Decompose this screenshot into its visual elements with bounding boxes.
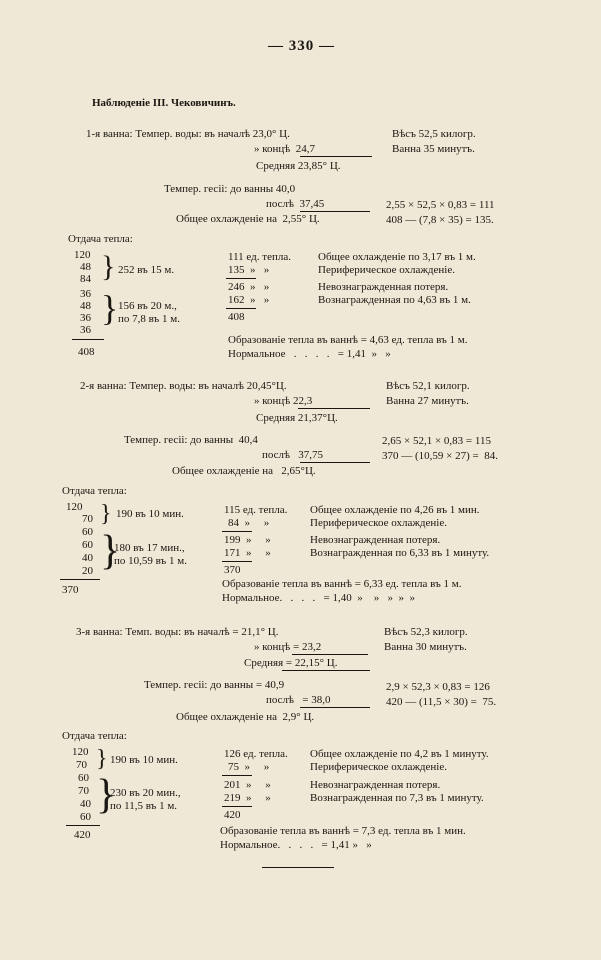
bath-2-calc-2: 370 — (10,59 × 27) = 84.	[382, 450, 498, 462]
bath-3-heat-output-label: Отдача тепла:	[62, 730, 127, 742]
bath-3-row-desc: Невознагражденная потеря.	[310, 779, 441, 791]
bath-1-value: 36	[80, 288, 91, 300]
bath-1-sum: 408	[78, 346, 95, 358]
end-rule	[262, 867, 334, 868]
brace: }	[100, 528, 121, 574]
bath-3-row-value: 126 ед. тепла.	[224, 748, 288, 760]
bath-1-row-value: 246 » »	[228, 281, 270, 293]
rule	[226, 308, 256, 309]
bath-1-row-desc: Невознагражденная потеря.	[318, 281, 449, 293]
bath-2-group-1: 190 въ 10 мин.	[116, 508, 184, 520]
bath-1-row-value: 162 » »	[228, 294, 270, 306]
bath-2-water-temp: 2-я ванна: Темпер. воды: въ началѣ 20,45°Ц.	[80, 380, 287, 392]
bath-3-mean: Средняя = 22,15° Ц.	[244, 657, 338, 669]
rule	[300, 156, 372, 157]
rule	[300, 211, 370, 212]
rule	[222, 561, 252, 562]
bath-3-row-value: 219 » »	[224, 792, 271, 804]
bath-3-row-desc: Общее охлажденіе по 4,2 въ 1 минуту.	[310, 748, 489, 760]
bath-2-row-desc: Невознагражденная потеря.	[310, 534, 441, 546]
bath-2-normal: Нормальное. . . . = 1,40 » » » » »	[222, 592, 416, 604]
bath-3-row-value: 75 » »	[228, 761, 270, 773]
bath-3-row-sum: 420	[224, 809, 241, 821]
brace: }	[96, 772, 117, 818]
bath-1-rectal-temp: Темпер. гесіі: до ванны 40,0	[164, 183, 296, 195]
observation-heading: Наблюденіе III. Чековичинъ.	[92, 97, 236, 109]
rule	[300, 462, 370, 463]
bath-3-value: 70	[78, 785, 89, 797]
bath-3-group-2b: по 11,5 въ 1 м.	[110, 800, 178, 812]
bath-1-water-temp: 1-я ванна: Темпер. воды: въ началѣ 23,0° Ц.	[86, 128, 290, 140]
bath-1-value: 36	[80, 312, 91, 324]
bath-2-total-cooling: Общее охлажденіе на 2,65°Ц.	[172, 465, 316, 477]
rule	[300, 707, 370, 708]
bath-1-row-value: 135 » »	[228, 264, 270, 276]
bath-2-weight: Вѣсъ 52,1 килогр.	[386, 380, 470, 392]
bath-1-row-sum: 408	[228, 311, 245, 323]
bath-1-mean: Средняя 23,85° Ц.	[256, 160, 341, 172]
bath-3-value: 70	[76, 759, 87, 771]
bath-1-rectal-after: послѣ 37,45	[266, 198, 325, 210]
bath-3-water-temp: 3-я ванна: Темп. воды: въ началѣ = 21,1° Ц.	[76, 626, 279, 638]
bath-1-value: 48	[80, 300, 91, 312]
bath-2-duration: Ванна 27 минутъ.	[386, 395, 469, 407]
bath-3-water-end: » концѣ = 23,2	[254, 641, 322, 653]
bath-1-duration: Ванна 35 минутъ.	[392, 143, 475, 155]
bath-1-group-1: 252 въ 15 м.	[118, 264, 175, 276]
bath-2-row-desc: Периферическое охлажденіе.	[310, 517, 447, 529]
brace: }	[96, 746, 108, 772]
bath-2-group-2a: 180 въ 17 мин.,	[114, 542, 185, 554]
bath-2-mean: Средняя 21,37°Ц.	[256, 412, 338, 424]
rule	[60, 579, 100, 580]
bath-2-value: 20	[82, 565, 93, 577]
bath-2-row-value: 115 ед. тепла.	[224, 504, 288, 516]
rule	[226, 278, 256, 279]
bath-1-normal: Нормальное . . . . = 1,41 » »	[228, 348, 391, 360]
bath-1-row-desc: Общее охлажденіе по 3,17 въ 1 м.	[318, 251, 476, 263]
bath-3-rectal-temp: Темпер. гесіі: до ванны = 40,9	[144, 679, 285, 691]
bath-3-group-2a: 230 въ 20 мин.,	[110, 787, 181, 799]
bath-2-heat-output-label: Отдача тепла:	[62, 485, 127, 497]
bath-3-duration: Ванна 30 минутъ.	[384, 641, 467, 653]
bath-1-row-desc: Вознагражденная по 4,63 въ 1 м.	[318, 294, 471, 306]
bath-2-value: 120	[66, 501, 83, 513]
bath-1-value: 120	[74, 249, 91, 261]
bath-3-value: 60	[80, 811, 91, 823]
bath-3-rectal-after: послѣ = 38,0	[266, 694, 331, 706]
bath-3-row-desc: Периферическое охлажденіе.	[310, 761, 447, 773]
bath-1-calc-2: 408 — (7,8 × 35) = 135.	[386, 214, 494, 226]
rule	[282, 670, 370, 671]
brace: }	[101, 288, 119, 328]
bath-1-value: 84	[80, 273, 91, 285]
bath-2-row-value: 199 » »	[224, 534, 271, 546]
bath-2-value: 40	[82, 552, 93, 564]
bath-3-calc-2: 420 — (11,5 × 30) = 75.	[386, 696, 497, 708]
bath-1-water-end: » концѣ 24,7	[254, 143, 316, 155]
bath-3-group-1: 190 въ 10 мин.	[110, 754, 178, 766]
page-number: — 330 —	[268, 38, 335, 54]
brace: }	[101, 250, 116, 283]
bath-1-calc-1: 2,55 × 52,5 × 0,83 = 111	[386, 199, 495, 211]
bath-2-rectal-temp: Темпер. гесіі: до ванны 40,4	[124, 434, 258, 446]
bath-2-rectal-after: послѣ 37,75	[262, 449, 324, 461]
bath-1-total-cooling: Общее охлажденіе на 2,55° Ц.	[176, 213, 320, 225]
bath-1-group-2b: по 7,8 въ 1 м.	[118, 313, 180, 325]
rule	[222, 775, 252, 776]
rule	[222, 531, 252, 532]
brace: }	[100, 501, 112, 527]
bath-3-row-desc: Вознагражденная по 7,3 въ 1 минуту.	[310, 792, 484, 804]
bath-1-heat-output-label: Отдача тепла:	[68, 233, 133, 245]
rule	[292, 654, 368, 655]
rule	[66, 825, 100, 826]
bath-2-group-2b: по 10,59 въ 1 м.	[114, 555, 187, 567]
bath-3-normal: Нормальное. . . . = 1,41 » »	[220, 839, 372, 851]
bath-3-value: 120	[72, 746, 89, 758]
bath-3-sum: 420	[74, 829, 91, 841]
bath-3-heat-formation: Образованіе тепла въ ваннѣ = 7,3 ед. тепла въ 1 мин.	[220, 825, 466, 837]
bath-1-row-value: 111 ед. тепла.	[228, 251, 291, 263]
bath-1-value: 48	[80, 261, 91, 273]
bath-3-calc-1: 2,9 × 52,3 × 0,83 = 126	[386, 681, 490, 693]
bath-2-water-end: » концѣ 22,3	[254, 395, 313, 407]
bath-2-calc-1: 2,65 × 52,1 × 0,83 = 115	[382, 435, 491, 447]
bath-2-row-value: 171 » »	[224, 547, 271, 559]
bath-3-value: 40	[80, 798, 91, 810]
rule	[72, 339, 104, 340]
bath-2-row-desc: Общее охлажденіе по 4,26 въ 1 мин.	[310, 504, 480, 516]
bath-3-value: 60	[78, 772, 89, 784]
rule	[298, 408, 370, 409]
bath-2-value: 70	[82, 513, 93, 525]
bath-2-value: 60	[82, 526, 93, 538]
bath-1-row-desc: Периферическое охлажденіе.	[318, 264, 455, 276]
bath-3-total-cooling: Общее охлажденіе на 2,9° Ц.	[176, 711, 315, 723]
rule	[222, 806, 252, 807]
bath-2-row-value: 84 » »	[228, 517, 270, 529]
bath-2-row-sum: 370	[224, 564, 241, 576]
bath-2-sum: 370	[62, 584, 79, 596]
bath-1-heat-formation: Образованіе тепла въ ваннѣ = 4,63 ед. тепла въ 1 м.	[228, 334, 468, 346]
bath-1-group-2a: 156 въ 20 м.,	[118, 300, 177, 312]
bath-3-weight: Вѣсъ 52,3 килогр.	[384, 626, 468, 638]
bath-1-weight: Вѣсъ 52,5 килогр.	[392, 128, 476, 140]
bath-2-row-desc: Вознагражденная по 6,33 въ 1 минуту.	[310, 547, 490, 559]
bath-2-heat-formation: Образованіе тепла въ ваннѣ = 6,33 ед. тепла въ 1 м.	[222, 578, 462, 590]
bath-1-value: 36	[80, 324, 91, 336]
bath-2-value: 60	[82, 539, 93, 551]
bath-3-row-value: 201 » »	[224, 779, 271, 791]
